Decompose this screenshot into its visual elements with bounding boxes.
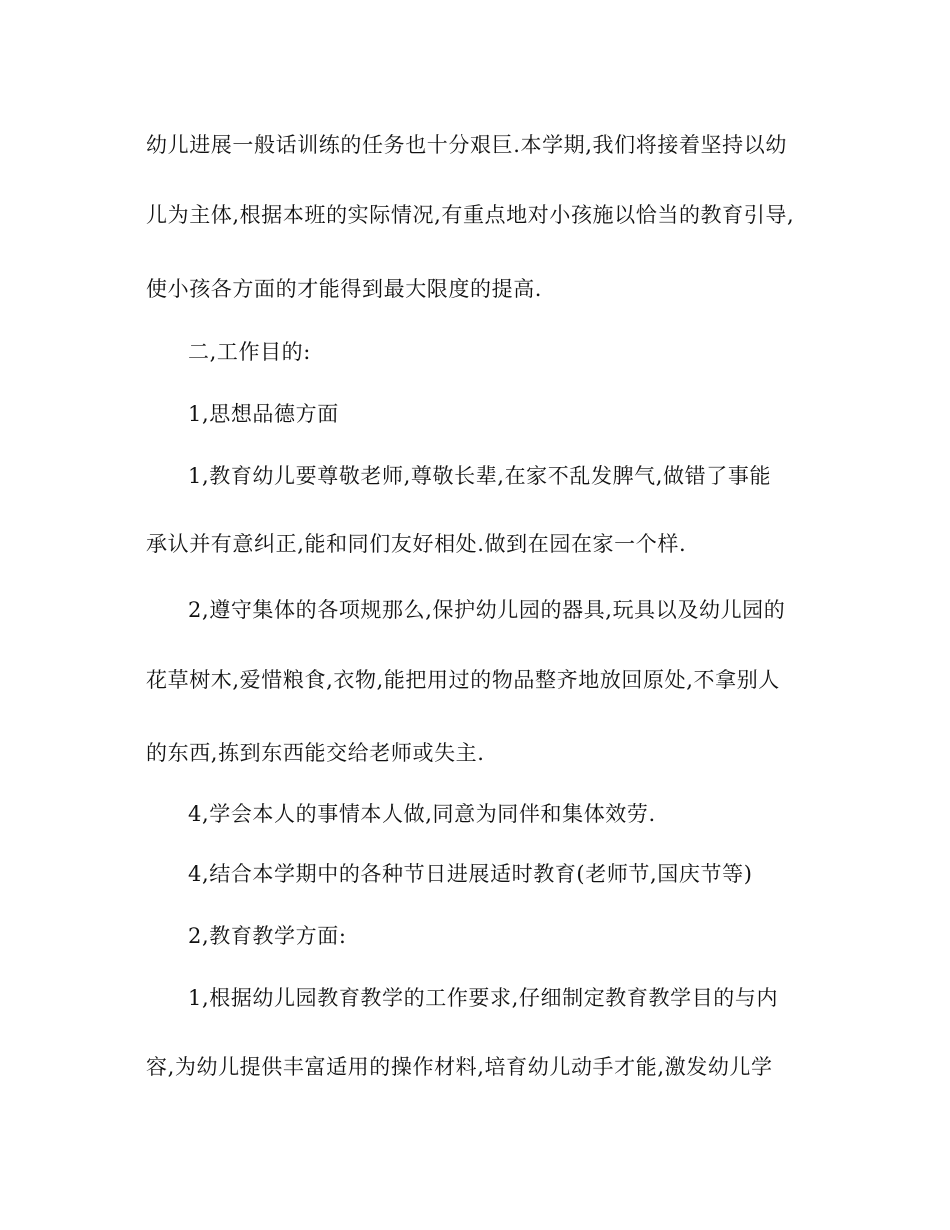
paragraph-line: 4,学会本人的事情本人做,同意为同伴和集体效劳.	[188, 802, 656, 826]
paragraph-line: 1,根据幼儿园教育教学的工作要求,仔细制定教育教学目的与内	[188, 986, 779, 1010]
paragraph-line: 承认并有意纠正,能和同们友好相处.做到在园在家一个样.	[146, 532, 687, 556]
subsection-heading: 1,思想品德方面	[188, 402, 339, 426]
subsection-heading: 2,教育教学方面:	[188, 924, 347, 948]
paragraph-line: 使小孩各方面的才能得到最大限度的提高.	[146, 277, 543, 301]
paragraph-line: 2,遵守集体的各项规那么,保护幼儿园的器具,玩具以及幼儿园的	[188, 598, 786, 622]
paragraph-line: 4,结合本学期中的各种节日进展适时教育(老师节,国庆节等)	[188, 862, 753, 886]
paragraph-line: 儿为主体,根据本班的实际情况,有重点地对小孩施以恰当的教育引导,	[146, 203, 795, 227]
paragraph-line: 花草树木,爱惜粮食,衣物,能把用过的物品整齐地放回原处,不拿别人	[146, 668, 780, 692]
section-heading: 二,工作目的:	[188, 340, 311, 364]
paragraph-line: 幼儿进展一般话训练的任务也十分艰巨.本学期,我们将接着坚持以幼	[146, 133, 787, 157]
paragraph-line: 容,为幼儿提供丰富适用的操作材料,培育幼儿动手才能,激发幼儿学	[146, 1055, 773, 1079]
paragraph-line: 的东西,拣到东西能交给老师或失主.	[146, 741, 485, 765]
paragraph-line: 1,教育幼儿要尊敬老师,尊敬长辈,在家不乱发脾气,做错了事能	[188, 464, 772, 488]
